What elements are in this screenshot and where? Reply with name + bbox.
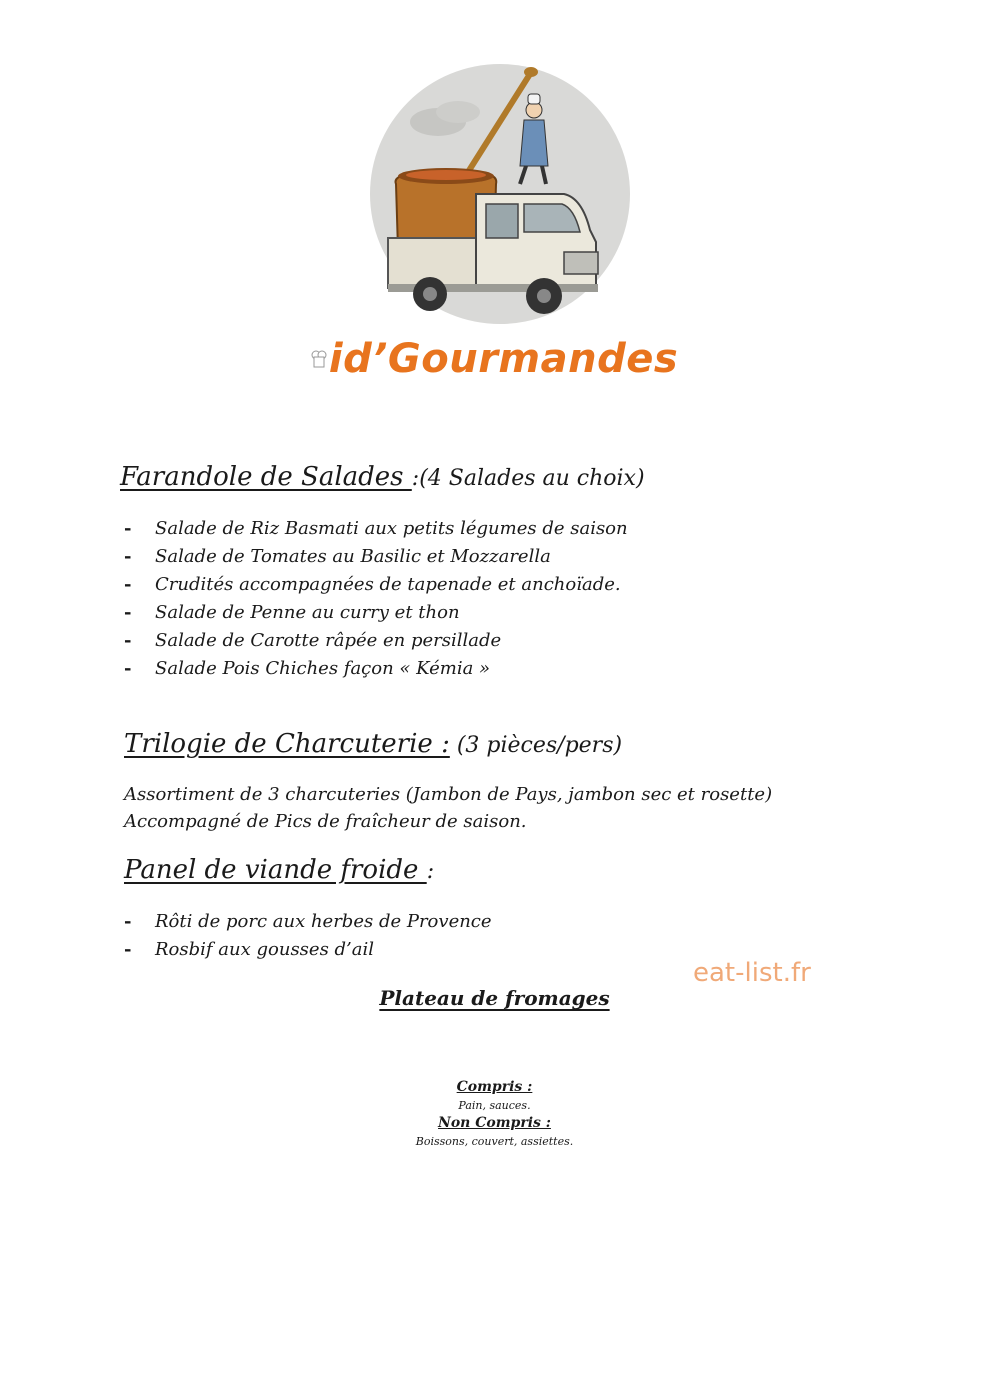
chef-hat-icon bbox=[311, 336, 327, 382]
list-item: - Salade de Carotte râpée en persillade bbox=[124, 630, 502, 651]
viande-list bbox=[124, 908, 492, 964]
list-item: - Salade Pois Chiches façon « Kémia » bbox=[124, 658, 491, 679]
footer-notes bbox=[0, 1078, 989, 1150]
watermark: eat-list.fr bbox=[693, 958, 811, 988]
section-title-plateau: Plateau de fromages bbox=[379, 986, 610, 1010]
compris-value: Pain, sauces. bbox=[458, 1099, 531, 1112]
compris-label: Compris : bbox=[456, 1079, 533, 1095]
logo-illustration bbox=[368, 62, 632, 326]
list-item: - Rosbif aux gousses d’ail bbox=[124, 939, 375, 960]
section-title-salades: Farandole de Salades :(4 Salades au choix) bbox=[120, 462, 645, 492]
list-item: - Rôti de porc aux herbes de Provence bbox=[124, 911, 492, 932]
non-compris-value: Boissons, couvert, assiettes. bbox=[415, 1135, 574, 1148]
food-truck-illustration bbox=[368, 62, 632, 326]
charcuterie-description: Assortiment de 3 charcuteries (Jambon de Pays, jambon sec et rosette) Accompagné de Pics de fraîcheur de saison. bbox=[124, 784, 773, 832]
section-title-viande: Panel de viande froide : bbox=[124, 855, 435, 885]
list-item: - Crudités accompagnées de tapenade et anchoïade. bbox=[124, 574, 621, 595]
salades-list bbox=[124, 515, 628, 683]
list-item: - Salade de Riz Basmati aux petits légumes de saison bbox=[124, 518, 628, 539]
section-title-charcuterie: Trilogie de Charcuterie : (3 pièces/pers) bbox=[124, 729, 623, 759]
brand-name: id’Gourmandes bbox=[328, 336, 679, 382]
list-item: - Salade de Penne au curry et thon bbox=[124, 602, 460, 623]
list-item: - Salade de Tomates au Basilic et Mozzarella bbox=[124, 546, 551, 567]
brand-logo-text bbox=[0, 336, 989, 382]
non-compris-label: Non Compris : bbox=[438, 1115, 551, 1131]
